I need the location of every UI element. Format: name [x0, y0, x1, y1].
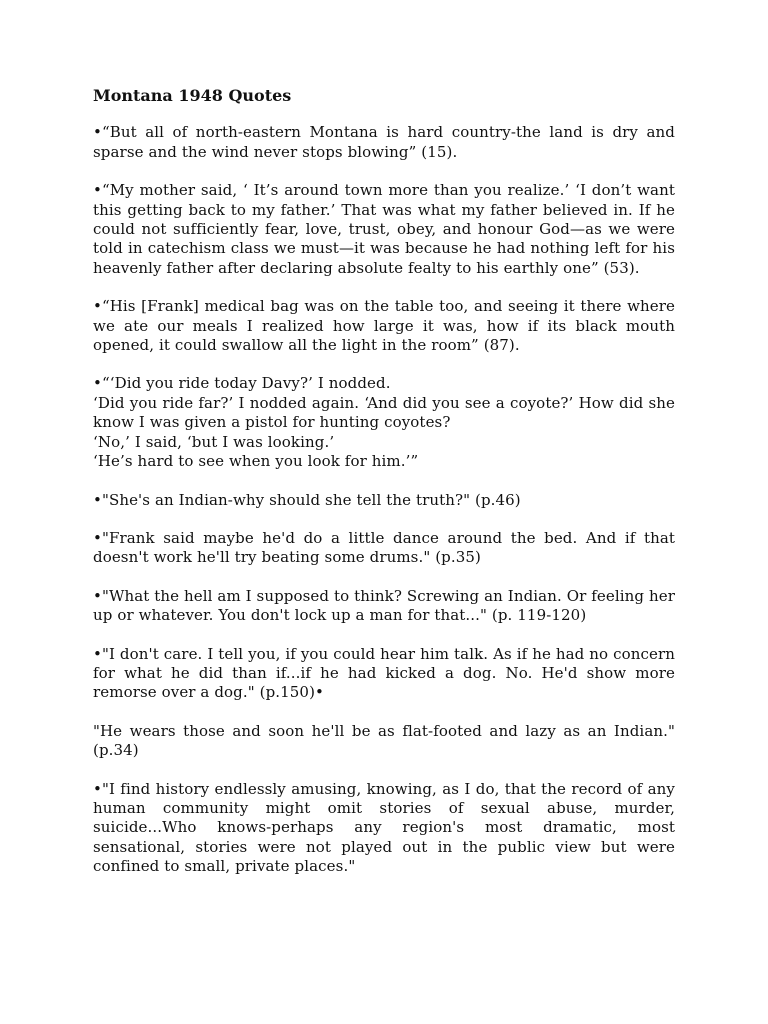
- dialogue-line: ‘No,’ I said, ‘but I was looking.’: [93, 432, 335, 451]
- quote-paragraph: •"She's an Indian-why should she tell the truth?" (p.46): [93, 490, 521, 509]
- quote-paragraph: •"I don't care. I tell you, if you could hear him talk. As if he had no concern for what he did than if...if he had kicked a dog. No. He'd show more remorse over a dog." (p.150)•: [93, 644, 675, 702]
- dialogue-line: •“‘Did you ride today Davy?’ I nodded.: [93, 374, 391, 393]
- dialogue-line: ‘He’s hard to see when you look for him.’”: [93, 452, 419, 471]
- quote-paragraph: "He wears those and soon he'll be as flat-footed and lazy as an Indian." (p.34): [93, 721, 675, 760]
- dialogue-quote: [93, 374, 675, 471]
- quote-paragraph: •"What the hell am I supposed to think? Screwing an Indian. Or feeling her up or whatever. You don't lock up a man for that..." (p. 119-120): [93, 586, 675, 625]
- quote-paragraph: •“My mother said, ‘ It’s around town more than you realize.’ ‘I don’t want this getting back to my father.’ That was what my father believed in. If he could not sufficiently fear, love, trust, obey, and honour God—as we were told in catechism class we must—it was because he had nothing left for his heavenly father after declaring absolute fealty to his earthly one” (53).: [93, 181, 675, 277]
- quote-paragraph: •“His [Frank] medical bag was on the table too, and seeing it there where we ate our meals I realized how large it was, how if its black mouth opened, it could swallow all the light in the room” (87).: [93, 297, 675, 355]
- quote-paragraph: •“But all of north-eastern Montana is hard country-the land is dry and sparse and the wind never stops blowing” (15).: [93, 123, 675, 161]
- quote-paragraph: •"Frank said maybe he'd do a little dance around the bed. And if that doesn't work he'll try beating some drums." (p.35): [93, 528, 675, 567]
- document-page: [93, 86, 675, 896]
- dialogue-line: ‘Did you ride far?’ I nodded again. ‘And did you see a coyote?’ How did she know I was given a pistol for hunting coyotes?: [93, 393, 675, 432]
- document-title: Montana 1948 Quotes: [93, 86, 292, 105]
- quote-paragraph: •"I find history endlessly amusing, knowing, as I do, that the record of any human community might omit stories of sexual abuse, murder, suicide...Who knows-perhaps any region's most dramatic, most sensational, stories were not played out in the public view but were confined to small, private places.": [93, 779, 675, 876]
